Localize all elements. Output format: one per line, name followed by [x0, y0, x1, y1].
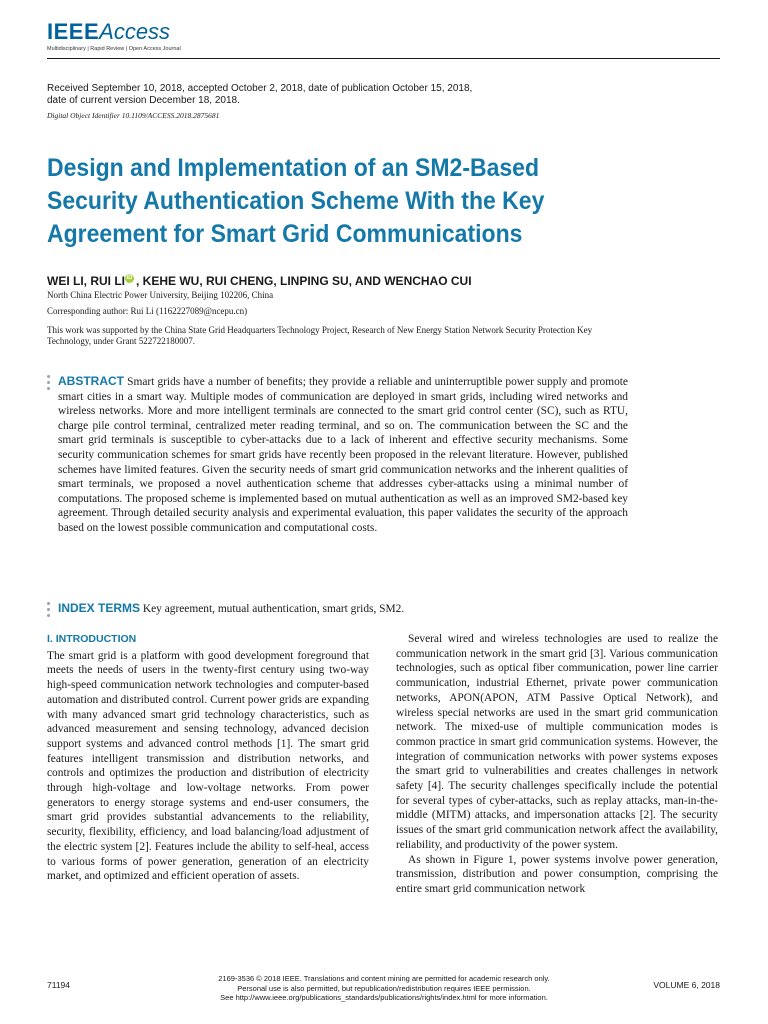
logo-ieee: IEEE — [47, 19, 100, 44]
orcid-icon[interactable]: iD — [126, 275, 133, 281]
authors-rest: , KEHE WU, RUI CHENG, LINPING SU, AND WENCHAO CUI — [136, 274, 472, 288]
index-terms-text: Key agreement, mutual authentication, smart grids, SM2. — [142, 603, 405, 615]
intro-paragraph-2: Several wired and wireless technologies are used to realize the communication network in the smart grid [3]. Various communication technologies, such as optical fiber communication, power line carrier communication, industrial Ethernet, private power communication networks, APON(APON, ATM Passive Optical Network), and wireless special networks are used in the smart grid communication network. The mixed-use of multiple communication modes is common practice in smart grid communication systems. However, the integration of communication networks with power systems exposes the smart grid to vulnerabilities and creates challenges in network safety [4]. The security challenges specifically include the potential for several types of cyber-attacks, such as replay attacks, man-in-the-middle (MITM) attacks, and impersonation attacks [2]. The security issues of the smart grid communication network affect the availability, reliability, and productivity of the power system. — [396, 633, 718, 851]
author-list — [47, 274, 472, 288]
right-column — [396, 632, 718, 897]
copyright-line-3[interactable]: See http://www.ieee.org/publications_standards/publications/rights/index.html for more information. — [220, 993, 548, 1002]
funding-note: This work was supported by the China State Grid Headquarters Technology Project, Research of New Energy Station Network Security Protection Key Technology, under Grant 522722180007. — [47, 325, 593, 346]
header-rule — [47, 58, 720, 59]
index-terms-label: INDEX TERMS — [58, 601, 141, 615]
copyright-notice — [200, 974, 568, 1003]
authors-first: WEI LI, RUI LI — [47, 274, 125, 288]
index-terms-dots-icon — [47, 602, 52, 620]
logo-access: Access — [99, 19, 171, 44]
paper-title: Design and Implementation of an SM2-Based Security Authentication Scheme With the Key Agreement for Smart Grid Communications — [47, 154, 545, 248]
volume-label: VOLUME 6, 2018 — [653, 980, 720, 990]
doi: Digital Object Identifier 10.1109/ACCESS.2018.2875681 — [47, 111, 220, 120]
copyright-line-2: Personal use is also permitted, but republication/redistribution requires IEEE permission. — [237, 983, 531, 993]
abstract — [58, 374, 628, 536]
section-heading-introduction: I. INTRODUCTION — [47, 633, 137, 645]
journal-tagline: Multidisciplinary | Rapid Review | Open Access Journal — [47, 46, 181, 52]
copyright-line-1: 2169-3536 © 2018 IEEE. Translations and content mining are permitted for academic research only. — [218, 974, 550, 983]
affiliation: North China Electric Power University, Beijing 102206, China — [47, 290, 274, 300]
page-number: 71194 — [47, 980, 71, 990]
intro-paragraph-1: The smart grid is a platform with good development foreground that meets the needs of users in the twenty-first century using two-way high-speed communication network technologies and computer-based automation and distributed control. Current power grids are expanding with many advanced smart grid technology characteristics, such as advanced measurement and sensing technology, advanced decision support systems and advanced control methods [1]. The smart grid features intelligent transmission and distribution networks, and controls and optimizes the production and distribution of electricity through high-voltage and low-voltage networks. From power generators to energy storage systems and end-user consumers, the smart grid provides substantial advancements to the reliability, security, flexibility, efficiency, and load balancing/load adjustment of the electric system [2]. Features include the ability to self-heal, access to various forms of power generation, generation of an electricity market, and optimized and efficient operation of assets. — [47, 649, 369, 883]
abstract-label: ABSTRACT — [58, 374, 124, 388]
received-dates — [47, 83, 647, 107]
current-version-line: date of current version December 18, 2018. — [47, 95, 240, 106]
received-line: Received September 10, 2018, accepted October 2, 2018, date of publication October 15, 2018, — [47, 83, 473, 94]
abstract-text: Smart grids have a number of benefits; they provide a reliable and uninterruptible power supply and promote smart cities in a smart way. Multiple modes of communication are deployed in smart grids, including wired networks and wireless networks. More and more intelligent terminals are connected to the smart grid control center (SC), such as RTU, charge pile control terminal, centralized meter reading terminal, and so on. The communication between the SC and the smart grid terminals is susceptible to cyber-attacks due to a lack of inherent and effective security mechanisms. Some security communication schemes for smart grids have recently been proposed in the relevant literature. However, published schemes have limited features. Given the security needs of smart grid communication networks and the inherent qualities of smart terminals, we proposed a novel authentication scheme that addresses cyber-attacks using a minimal number of computations. The proposed scheme is implemented based on mutual authentication as well as an improved SM2-based key agreement. Through detailed security analysis and experimental evaluation, this paper validates the security of the approach based on the lowest possible communication and computational costs. — [58, 376, 628, 534]
corresponding-author: Corresponding author: Rui Li (1162227089@ncepu.cn) — [47, 306, 248, 316]
journal-logo — [47, 19, 170, 45]
abstract-dots-icon — [47, 375, 52, 393]
left-column — [47, 632, 369, 884]
intro-paragraph-3: As shown in Figure 1, power systems involve power generation, transmission, distribution and power consumption, comprising the entire smart grid communication network — [396, 853, 718, 895]
index-terms — [58, 601, 658, 615]
